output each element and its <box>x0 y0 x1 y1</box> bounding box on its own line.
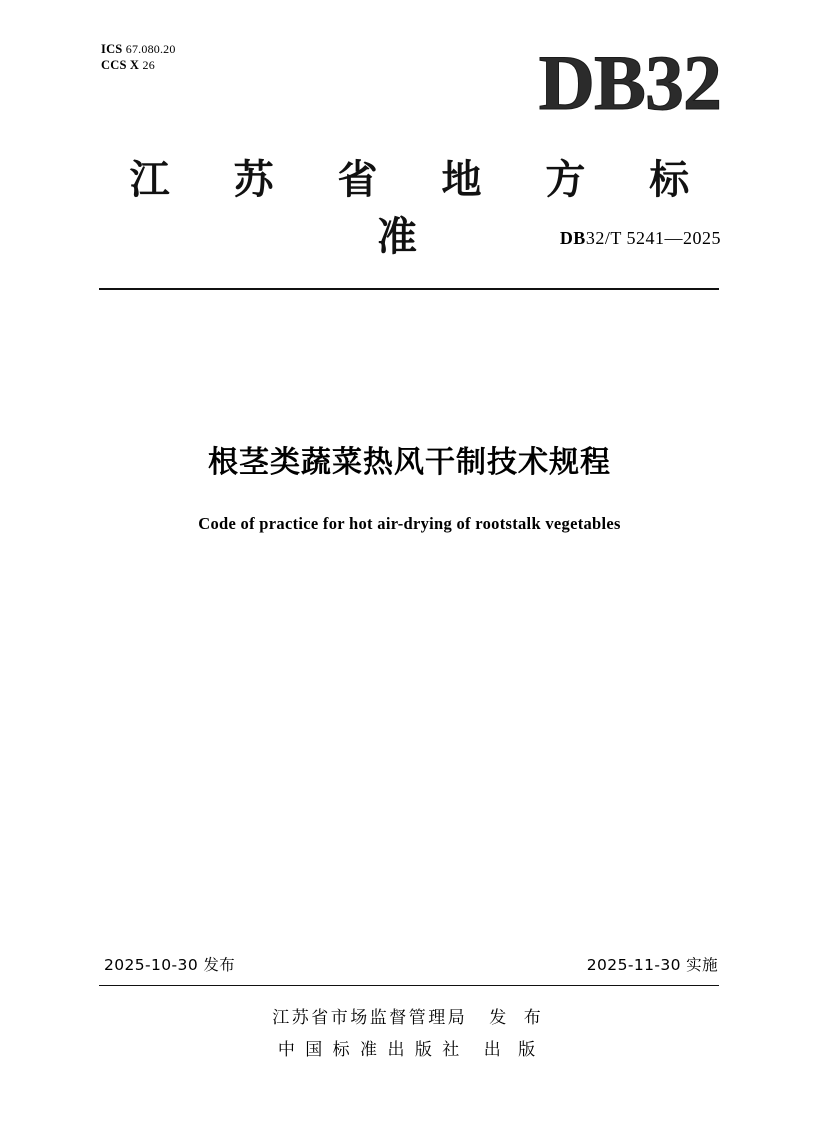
ccs-value: 26 <box>142 57 155 72</box>
implementation-date: 2025-11-30 实施 <box>586 956 718 974</box>
standard-number-rest: 32/T 5241—2025 <box>585 228 721 248</box>
header-divider <box>99 288 719 290</box>
publishing-house-verb: 出 版 <box>483 1040 542 1060</box>
footer-divider <box>99 985 719 986</box>
document-title-cn: 根茎类蔬菜热风干制技术规程 <box>208 445 611 480</box>
document-title-en: Code of practice for hot air-drying of rootstalk vegetables <box>198 514 621 533</box>
ics-value: 67.080.20 <box>125 42 176 56</box>
standard-number-prefix: DB <box>559 228 586 248</box>
issue-date: 2025-10-30 发布 <box>104 956 236 974</box>
standard-category-title: 江 苏 省 地 方 标 准 <box>129 157 715 260</box>
publisher-authority-name: 江苏省市场监督管理局 <box>272 1008 468 1028</box>
publisher-line-2 <box>101 1035 718 1060</box>
publisher-authority-verb: 发 布 <box>489 1008 547 1028</box>
ics-label: ICS <box>101 42 123 56</box>
standard-number <box>560 228 721 249</box>
classification-block <box>101 42 176 73</box>
publishing-house-name: 中 国 标 准 出 版 社 <box>277 1040 462 1060</box>
ics-line <box>101 42 176 58</box>
ccs-line <box>101 58 176 74</box>
ccs-label: CCS X <box>101 57 140 72</box>
publisher-line-1 <box>101 1003 718 1028</box>
db32-logo: DB32 <box>538 39 721 126</box>
